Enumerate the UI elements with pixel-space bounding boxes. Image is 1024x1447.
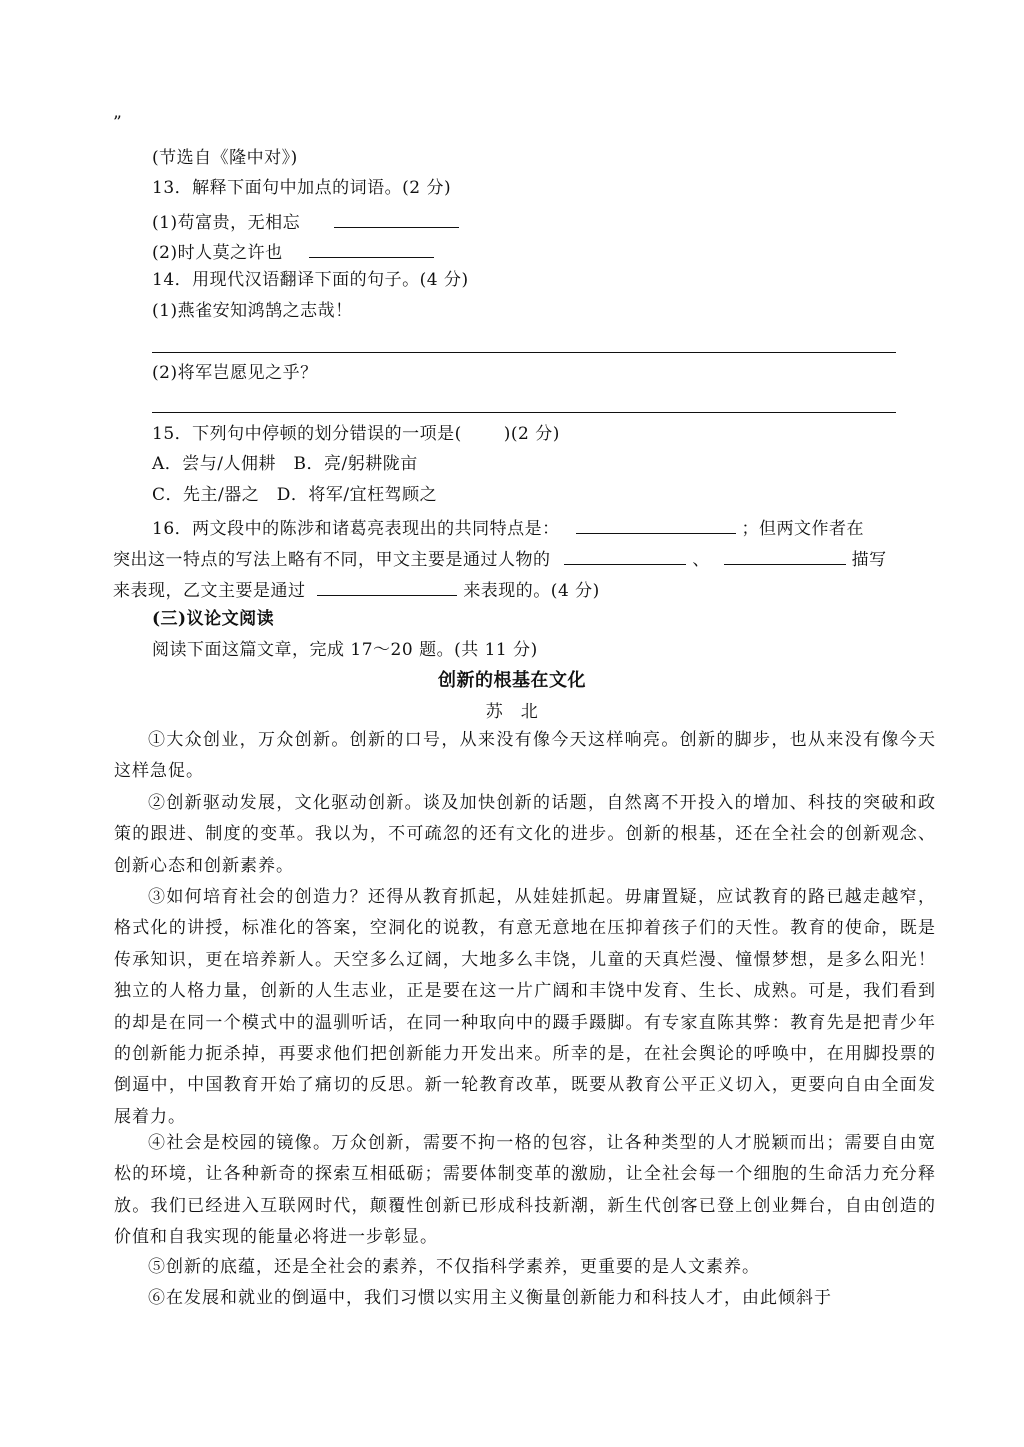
question-13-item-2 <box>152 239 434 264</box>
answer-line-14-2[interactable] <box>152 412 896 413</box>
question-13-item-1 <box>152 209 459 234</box>
article-title: 创新的根基在文化 <box>438 670 586 691</box>
closing-quote-mark: ” <box>113 113 123 133</box>
answer-blank-16-2[interactable] <box>564 546 686 565</box>
question-15-options-ab: A．尝与/人佣耕 B．亮/躬耕陇亩 <box>152 454 418 474</box>
answer-blank-13-2[interactable] <box>309 239 434 258</box>
answer-blank-16-4[interactable] <box>317 577 457 596</box>
question-15-prompt <box>152 423 560 445</box>
question-14-prompt: 14．用现代汉语翻译下面的句子。(4 分) <box>152 270 469 290</box>
article-paragraph-5: ⑤创新的底蕴，还是全社会的素养，不仅指科学素养，更重要的是人文素养。 <box>148 1257 760 1277</box>
section-3-instruction: 阅读下面这篇文章，完成 17～20 题。(共 11 分) <box>152 640 538 660</box>
answer-blank-13-1[interactable] <box>334 209 459 228</box>
question-16-line-2 <box>113 546 887 571</box>
question-15-options-cd: C．先主/器之 D．将军/宜枉驾顾之 <box>152 485 438 505</box>
answer-blank-16-1[interactable] <box>576 515 736 534</box>
question-13-item-1-text: (1)苟富贵，无相忘 <box>152 213 301 233</box>
question-16-text-1: 16．两文段中的陈涉和诸葛亮表现出的共同特点是： <box>152 519 560 539</box>
section-3-heading: (三)议论文阅读 <box>152 609 275 629</box>
question-16-text-4: 、 <box>692 550 710 570</box>
question-13-item-2-text: (2)时人莫之许也 <box>152 243 283 263</box>
question-16-text-6: 来表现，乙文主要是通过 <box>113 581 306 601</box>
article-paragraph-4: ④社会是校园的镜像。万众创新，需要不拘一格的包容，让各种类型的人才脱颖而出；需要自由宽松的环境，让各种新奇的探索互相砥砺；需要体制变革的激励，让全社会每一个细胞的生命活力充分释放。我们已经进入互联网时代，颠覆性创新已形成科技新潮，新生代创客已登上创业舞台，自由创造的价值和自我实现的能量必将进一步彰显。 <box>114 1133 936 1248</box>
question-14-item-1: (1)燕雀安知鸿鹄之志哉！ <box>152 301 353 321</box>
question-16-text-7: 来表现的。(4 分) <box>463 581 600 601</box>
question-16-line-1 <box>152 515 864 540</box>
question-16-text-2: ；但两文作者在 <box>741 519 864 539</box>
question-16-text-5: 描写 <box>851 550 887 570</box>
question-13-prompt: 13．解释下面句中加点的词语。(2 分) <box>152 178 452 198</box>
article-paragraph-6: ⑥在发展和就业的倒逼中，我们习惯以实用主义衡量创新能力和科技人才，由此倾斜于 <box>148 1288 832 1308</box>
question-15-prompt-end: )(2 分) <box>503 424 560 444</box>
answer-blank-16-3[interactable] <box>724 546 846 565</box>
question-16-text-3: 突出这一特点的写法上略有不同，甲文主要是通过人物的 <box>113 550 551 570</box>
article-paragraph-2: ②创新驱动发展，文化驱动创新。谈及加快创新的话题，自然离不开投入的增加、科技的突破和政策的跟进、制度的变革。我以为，不可疏忽的还有文化的进步。创新的根基，还在全社会的创新观念、创新心态和创新素养。 <box>114 793 936 876</box>
question-14-item-2: (2)将军岂愿见之乎？ <box>152 363 318 383</box>
article-paragraph-3: ③如何培育社会的创造力？还得从教育抓起，从娃娃抓起。毋庸置疑，应试教育的路已越走越窄，格式化的讲授，标准化的答案，空洞化的说教，有意无意地在压抑着孩子们的天性。教育的使命，既是传承知识，更在培养新人。天空多么辽阔，大地多么丰饶，儿童的天真烂漫、憧憬梦想，是多么阳光！独立的人格力量，创新的人生志业，正是要在这一片广阔和丰饶中发育、生长、成熟。可是，我们看到的却是在同一个模式中的温驯听话，在同一种取向中的蹑手蹑脚。有专家直陈其弊：教育先是把青少年的创新能力扼杀掉，再要求他们把创新能力开发出来。所幸的是，在社会舆论的呼唤中，在用脚投票的倒逼中，中国教育开始了痛切的反思。新一轮教育改革，既要从教育公平正义切入，更要向自由全面发展着力。 <box>114 887 936 1127</box>
article-author: 苏 北 <box>485 702 539 722</box>
article-paragraph-1: ①大众创业，万众创新。创新的口号，从来没有像今天这样响亮。创新的脚步，也从来没有像今天这样急促。 <box>114 730 936 782</box>
question-16-line-3 <box>113 577 600 602</box>
passage-source: (节选自《隆中对》) <box>152 148 298 168</box>
answer-line-14-1[interactable] <box>152 352 896 353</box>
question-15-prompt-start: 15．下列句中停顿的划分错误的一项是( <box>152 424 462 444</box>
